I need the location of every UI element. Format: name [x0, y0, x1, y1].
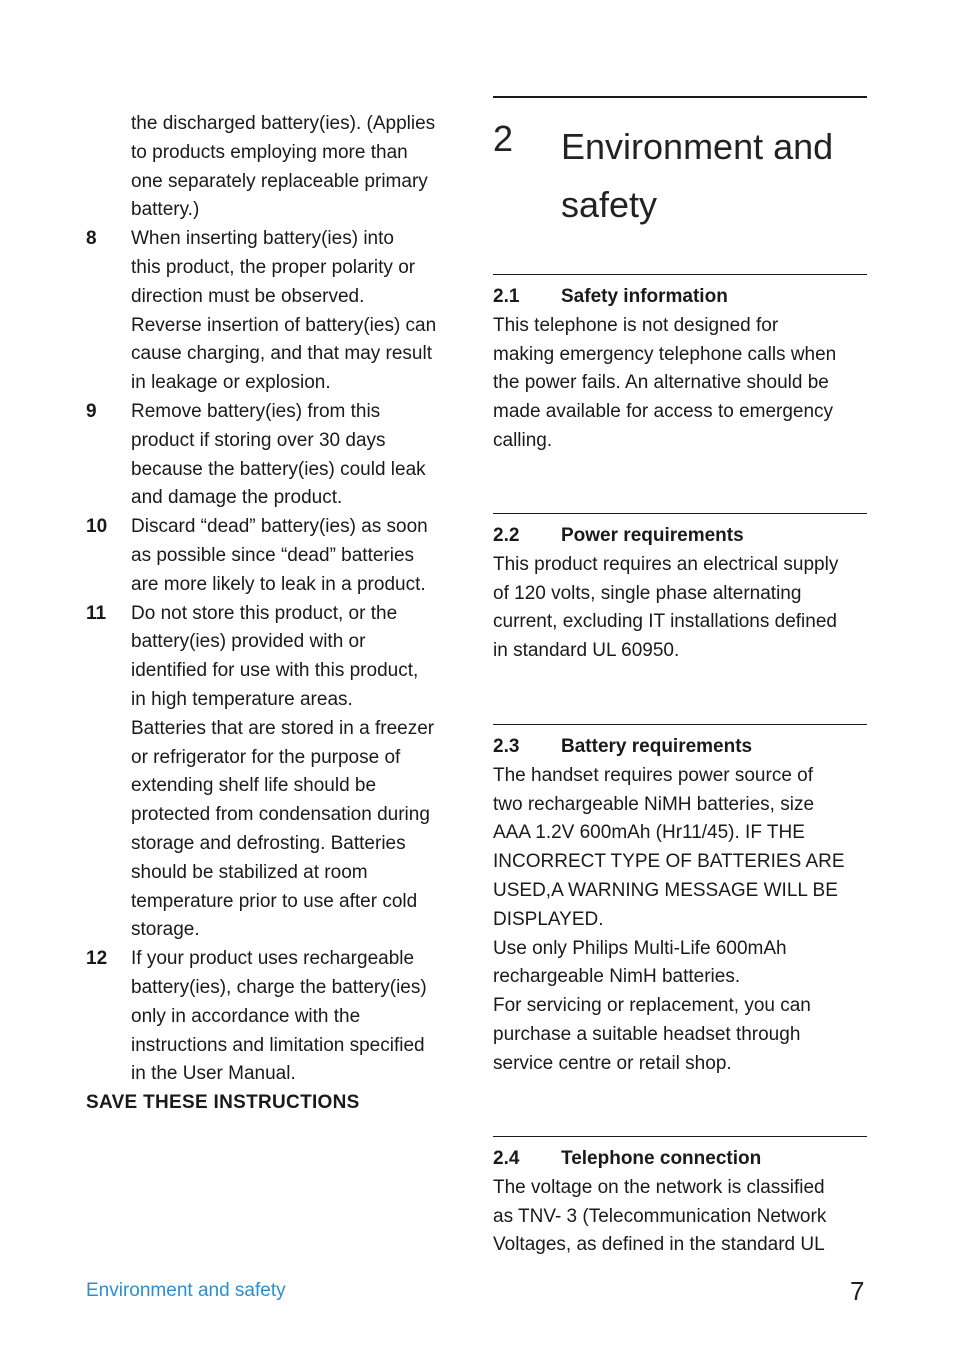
save-instructions-heading: SAVE THESE INSTRUCTIONS [86, 1092, 360, 1114]
section-body: This product requires an electrical supply of 120 volts, single phase alternating current, excluding IT installations defined in standard UL 60950. [493, 553, 839, 662]
intro-paragraph: the discharged battery(ies). (Applies to products employing more than one separately replaceable primary battery.) [131, 113, 436, 221]
section-2-4 [493, 1136, 867, 1260]
section-body: This telephone is not designed for making emergency telephone calls when the power fails. An alternative should be made available for access to emergency calling. [493, 314, 837, 451]
footer-section-title: Environment and safety [86, 1280, 286, 1301]
section-heading: 2.2 Power requirements [493, 525, 744, 546]
section-body: The voltage on the network is classified as TNV- 3 (Telecommunication Network Voltages, as defined in the standard UL [493, 1176, 827, 1256]
chapter-number: 2 [493, 118, 514, 159]
page-number: 7 [850, 1276, 865, 1306]
item-number: 8 [86, 228, 97, 250]
section-2-3 [493, 724, 867, 1136]
item-number: 11 [86, 602, 107, 624]
section-heading: 2.1 Safety information [493, 286, 728, 307]
item-number: 9 [86, 400, 97, 422]
list-item-12: 12 If your product uses rechargeable battery(ies), charge the battery(ies) only in accordance with the instructions and limitation specified in the User Manual. [86, 945, 466, 1089]
item-number: 10 [86, 516, 108, 538]
section-body: The handset requires power source of two rechargeable NiMH batteries, size AAA 1.2V 600mAh (Hr11/45). IF THE INCORRECT TYPE OF BATTERIES ARE USED,A WARNING MESSAGE WILL BE DISPLAYED. Use only Philips Multi-Life 600mAh rechargeable NimH batteries. For servicing or replacement, you can purchase a suitable headset through service centre or retail shop. [493, 764, 845, 1074]
list-item-10: 10 Discard “dead” battery(ies) as soon as possible since “dead” batteries are more likely to leak in a product. [86, 513, 466, 599]
left-column [86, 110, 466, 1118]
list-item-11: 11 Do not store this product, or the battery(ies) provided with or identified for use with this product, in high temperature areas. Batteries that are stored in a freezer or refrigerator for the purpose of extending shelf life should be protected from condensation during storage and defrosting. Batteries should be stabilized at room temperature prior to use after cold storage. [86, 600, 466, 946]
list-item-8: 8 When inserting battery(ies) into this product, the proper polarity or direction must be observed. Reverse insertion of battery(ies) can cause charging, and that may result in leakage or explosion. [86, 225, 466, 398]
section-heading: 2.4 Telephone connection [493, 1148, 762, 1169]
section-2-2 [493, 513, 867, 724]
section-heading: 2.3 Battery requirements [493, 736, 753, 757]
section-2-1 [493, 274, 867, 513]
item-number: 12 [86, 948, 108, 970]
chapter-title: Environment and safety [561, 126, 834, 225]
chapter-heading [493, 96, 867, 274]
right-column [493, 96, 867, 1260]
list-item-9: 9 Remove battery(ies) from this product if storing over 30 days because the battery(ies) could leak and damage the product. [86, 398, 466, 513]
